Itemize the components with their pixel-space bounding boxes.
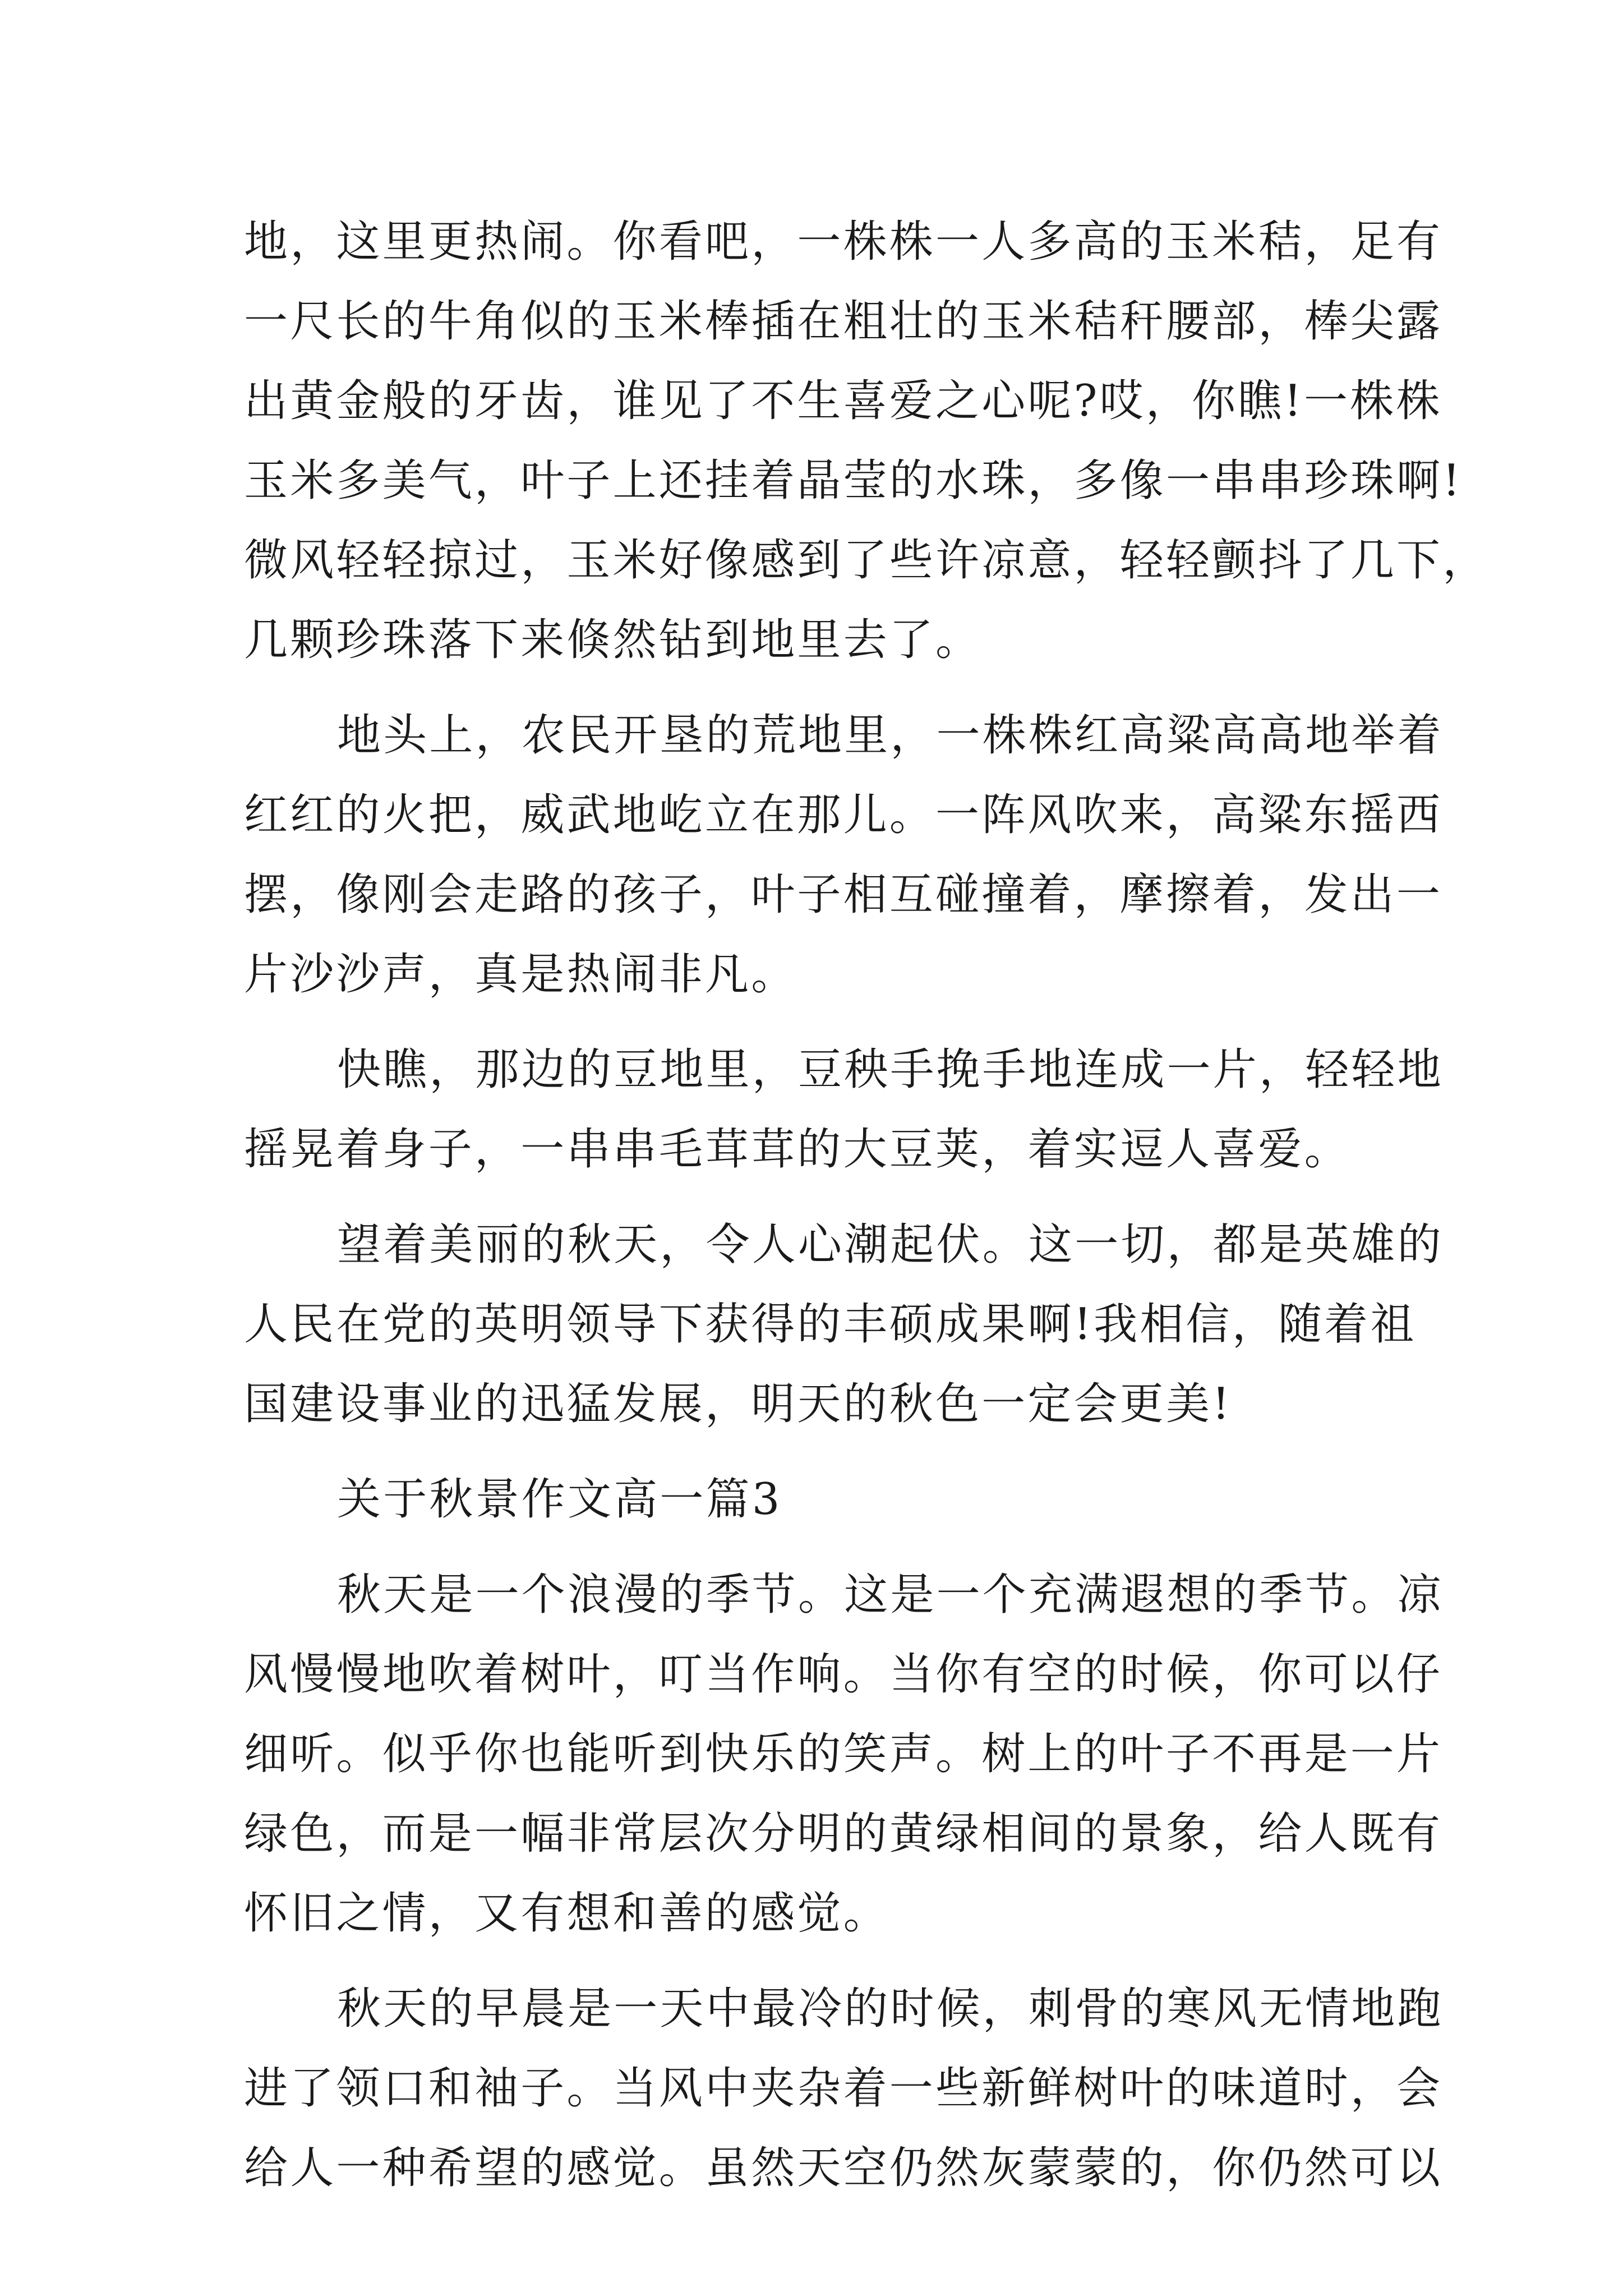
text-line: 怀旧之情，又有想和善的感觉。 — [244, 1888, 889, 1939]
text-line: 摇晃着身子，一串串毛茸茸的大豆荚，着实逗人喜爱。 — [244, 1124, 1350, 1175]
text-line: 望着美丽的秋天，令人心潮起伏。这一切，都是英雄的 — [337, 1220, 1444, 1270]
text-line: 玉米多美气，叶子上还挂着晶莹的水珠，多像一串串珍珠啊! — [244, 455, 1463, 506]
text-line: 绿色，而是一幅非常层次分明的黄绿相间的景象，给人既有 — [244, 1809, 1443, 1859]
text-line: 微风轻轻掠过，玉米好像感到了些许凉意，轻轻颤抖了几下， — [244, 535, 1489, 586]
paragraph-autumn-morning — [244, 1969, 1444, 2208]
text-line: 地头上，农民开垦的荒地里，一株株红高粱高高地举着 — [337, 710, 1444, 761]
text-line: 出黄金般的牙齿，谁见了不生喜爱之心呢?哎，你瞧!一株株 — [244, 376, 1442, 426]
text-line: 片沙沙声，真是热闹非凡。 — [244, 949, 797, 1000]
essay-title: 关于秋景作文高一篇3 — [337, 1474, 782, 1525]
paragraph-corn — [244, 202, 1489, 680]
text-line: 秋天是一个浪漫的季节。这是一个充满遐想的季节。凉 — [337, 1570, 1444, 1620]
paragraph-beans — [244, 1030, 1444, 1189]
paragraph-sorghum — [244, 696, 1444, 1014]
essay-body — [244, 202, 1489, 2208]
text-line: 给人一种希望的感觉。虽然天空仍然灰蒙蒙的，你仍然可以 — [244, 2143, 1443, 2193]
text-line: 国建设事业的迅猛发展，明天的秋色一定会更美! — [244, 1379, 1232, 1429]
text-line: 地，这里更热闹。你看吧，一株株一人多高的玉米秸，足有 — [244, 217, 1443, 267]
text-line: 进了领口和袖子。当风中夹杂着一些新鲜树叶的味道时，会 — [244, 2063, 1443, 2114]
text-line: 摆，像刚会走路的孩子，叶子相互碰撞着，摩擦着，发出一 — [244, 869, 1443, 920]
paragraph-autumn-romance — [244, 1555, 1444, 1953]
text-line: 秋天的早晨是一天中最冷的时候，刺骨的寒风无情地跑 — [337, 1984, 1444, 2034]
text-line: 红红的火把，威武地屹立在那儿。一阵风吹来，高粱东摇西 — [244, 790, 1443, 840]
section-heading — [244, 1460, 1388, 1539]
text-line: 一尺长的牛角似的玉米棒插在粗壮的玉米秸秆腰部，棒尖露 — [244, 296, 1443, 347]
text-line: 风慢慢地吹着树叶，叮当作响。当你有空的时候，你可以仔 — [244, 1649, 1443, 1700]
paragraph-conclusion — [244, 1205, 1444, 1444]
text-line: 细听。似乎你也能听到快乐的笑声。树上的叶子不再是一片 — [244, 1729, 1443, 1779]
text-line: 人民在党的英明领导下获得的丰硕成果啊!我相信，随着祖 — [244, 1299, 1417, 1350]
text-line: 快瞧，那边的豆地里，豆秧手挽手地连成一片，轻轻地 — [337, 1045, 1444, 1095]
text-line: 几颗珍珠落下来倏然钻到地里去了。 — [244, 615, 982, 665]
